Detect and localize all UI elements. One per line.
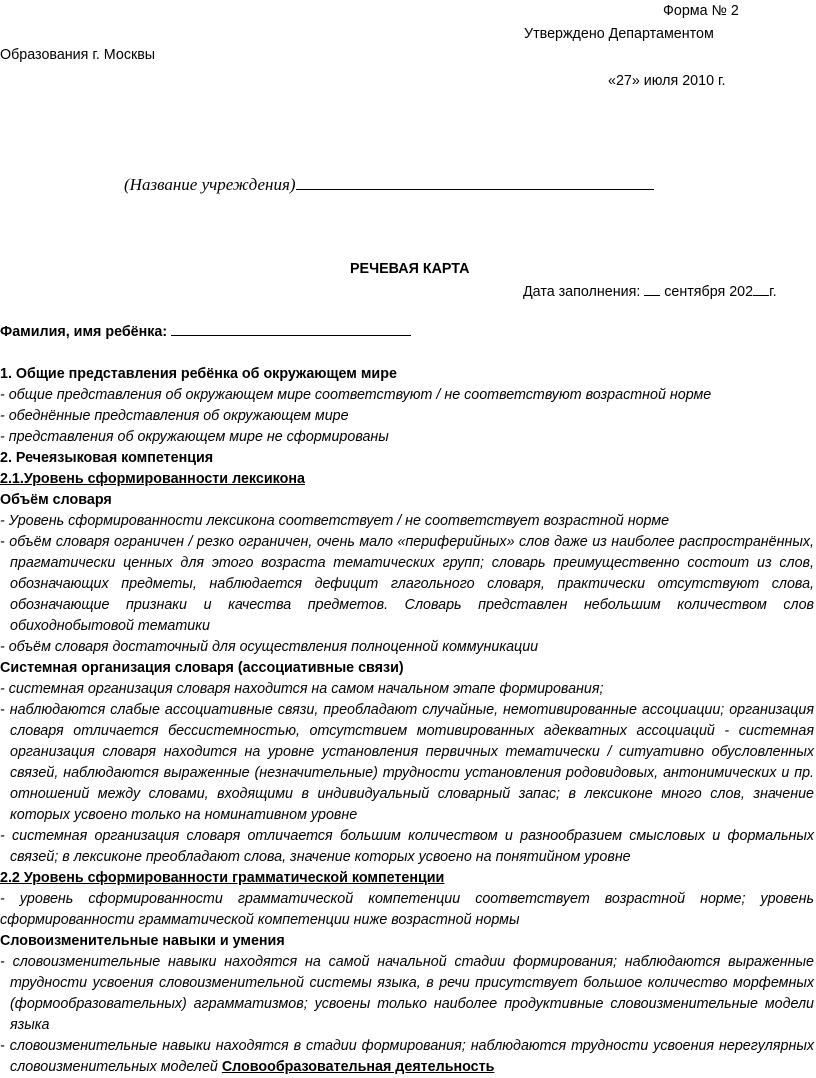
child-name-blank[interactable] (171, 335, 411, 336)
fill-date (523, 284, 777, 300)
inflection-skills-title: Словоизменительные навыки и умения (0, 933, 285, 949)
list-item: - объём словаря ограничен / резко ограничен, очень мало «периферийных» слов даже из наиболее распространённых, прагматически ценных для этого возраста тематических групп; словарь преимущественно состоит из слов, обозначающих предметы, наблюдается дефицит глагольного словаря, практически отсутствуют слова, обозначающие признаки и качества предметов. Словарь представлен небольшим количеством слов обиходнобытовой тематики (0, 534, 814, 634)
child-name-field (0, 324, 411, 340)
list-item: - системная организация словаря находится на самом начальном этапе формирования; (0, 681, 604, 697)
fill-year-blank[interactable] (753, 295, 769, 296)
grammar-level-text: - уровень сформированности грамматической компетенции соответствует возрастной норме; уровень сформированности грамматической компетенции ниже возрастной нормы (0, 891, 814, 928)
fill-date-suffix: г. (769, 284, 777, 300)
section-1-title: 1. Общие представления ребёнка об окружающем мире (0, 366, 397, 382)
list-item: - наблюдаются слабые ассоциативные связи, преобладают случайные, немотивированные ассоциации; организация словаря отличается бессистемностью, отсутствием мотивированных адекватных ассоциаций - системная организация словаря находится на уровне установления первичных тематически / ситуативно обусловленных связей, наблюдаются выраженные (незначительные) трудности установления родовидовых, антонимических и пр. отношений между словами, входящими в индивидуальный словарный запас; в лексиконе много слов, значение которых усвоено только на номинативном уровне (0, 702, 814, 823)
fill-date-prefix: Дата заполнения: (523, 284, 645, 300)
list-item: - общие представления об окружающем мире соответствуют / не соответствуют возрастной норме (0, 387, 712, 403)
approved-line-1: Утверждено Департаментом (524, 26, 714, 42)
approval-date: «27» июля 2010 г. (608, 73, 726, 89)
institution-blank[interactable] (296, 189, 654, 190)
approved-line-2: Образования г. Москвы (0, 47, 156, 63)
list-item: - объём словаря достаточный для осуществления полноценной коммуникации (0, 639, 539, 655)
page-title: РЕЧЕВАЯ КАРТА (350, 261, 470, 277)
list-item (0, 1036, 816, 1078)
list-item-text: - словоизменительные навыки находятся в стадии формирования; наблюдаются трудности усвоения нерегулярных словоизменительных моделей (0, 1038, 814, 1075)
child-name-label: Фамилия, имя ребёнка: (0, 324, 172, 340)
section-2-2-title: 2.2 Уровень сформированности грамматической компетенции (0, 870, 445, 886)
list-item: - представления об окружающем мире не сформированы (0, 429, 389, 445)
section-2-1-title: 2.1.Уровень сформированности лексикона (0, 471, 305, 487)
vocabulary-volume-title: Объём словаря (0, 492, 112, 508)
section-2-title: 2. Речеязыковая компетенция (0, 450, 214, 466)
list-item: - системная организация словаря отличается большим количеством и разнообразием смысловых и формальных связей; в лексиконе преобладают слова, значение которых усвоено на понятийном уровне (0, 828, 814, 865)
institution-label: (Название учреждения) (124, 175, 296, 194)
form-number: Форма № 2 (663, 3, 739, 19)
list-item: - словоизменительные навыки находятся на самой начальной стадии формирования; наблюдаются выраженные трудности усвоения словоизменительной системы языка, в речи присутствует большое количество морфемных (формообразовательных) аграмматизмов; усвоены только наиболее продуктивные словоизменительные модели языка (0, 954, 814, 1033)
institution-field (124, 175, 654, 195)
list-item: - Уровень сформированности лексикона соответствует / не соответствует возрастной норме (0, 513, 670, 529)
speech-card-body (0, 364, 816, 1078)
fill-date-mid: сентября 202 (660, 284, 754, 300)
derivation-title: Словообразовательная деятельность (221, 1059, 495, 1075)
list-item: - обеднённые представления об окружающем мире (0, 408, 349, 424)
fill-day-blank[interactable] (644, 295, 660, 296)
system-organization-title: Системная организация словаря (ассоциативные связи) (0, 660, 404, 676)
